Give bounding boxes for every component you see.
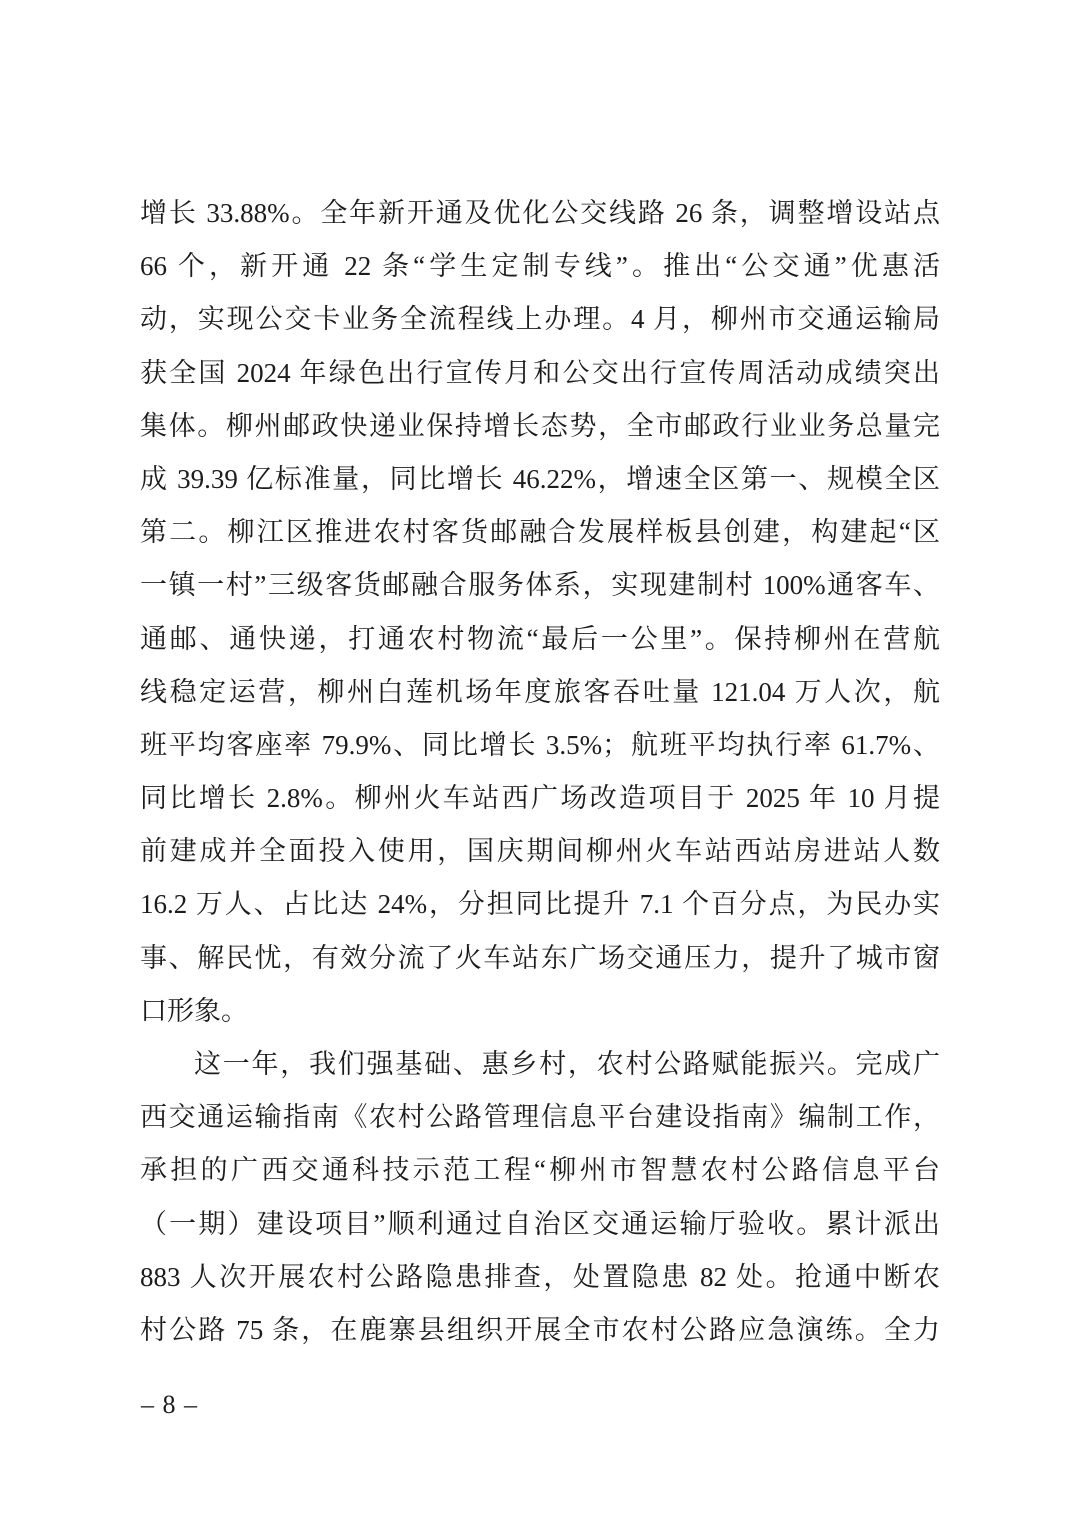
text-line: 事、解民忧，有效分流了火车站东广场交通压力，提升了城市窗: [140, 942, 940, 973]
page-number: – 8 –: [141, 1390, 198, 1419]
text-line: 西交通运输指南《农村公路管理信息平台建设指南》编制工作，: [140, 1102, 940, 1133]
text-line: 第二。柳江区推进农村客货邮融合发展样板县创建，构建起“区: [140, 517, 940, 548]
text-line: 村公路 75 条，在鹿寨县组织开展全市农村公路应急演练。全力: [140, 1314, 940, 1345]
text-line: 883 人次开展农村公路隐患排查，处置隐患 82 处。抢通中断农: [140, 1261, 940, 1292]
text-line: 通邮、通快递，打通农村物流“最后一公里”。保持柳州在营航: [140, 623, 940, 654]
text-line: 66 个，新开通 22 条“学生定制专线”。推出“公交通”优惠活: [140, 251, 940, 282]
text-line: 16.2 万人、占比达 24%，分担同比提升 7.1 个百分点，为民办实: [140, 889, 940, 920]
text-line: 同比增长 2.8%。柳州火车站西广场改造项目于 2025 年 10 月提: [140, 783, 940, 814]
text-line: 成 39.39 亿标准量，同比增长 46.22%，增速全区第一、规模全区: [140, 463, 940, 494]
text-line: 班平均客座率 79.9%、同比增长 3.5%；航班平均执行率 61.7%、: [140, 729, 940, 760]
text-line: 集体。柳州邮政快递业保持增长态势，全市邮政行业业务总量完: [140, 410, 940, 441]
text-line: 前建成并全面投入使用，国庆期间柳州火车站西站房进站人数: [140, 836, 940, 867]
text-line: 一镇一村”三级客货邮融合服务体系，实现建制村 100%通客车、: [140, 570, 940, 601]
text-line: 动，实现公交卡业务全流程线上办理。4 月，柳州市交通运输局: [140, 304, 940, 335]
text-line: 获全国 2024 年绿色出行宣传月和公交出行宣传周活动成绩突出: [140, 357, 940, 388]
text-line-paragraph-start: 这一年，我们强基础、惠乡村，农村公路赋能振兴。完成广: [194, 1049, 940, 1079]
text-line: 承担的广西交通科技示范工程“柳州市智慧农村公路信息平台: [140, 1155, 940, 1186]
text-line: 增长 33.88%。全年新开通及优化公交线路 26 条，调整增设站点: [140, 198, 940, 228]
text-line: （一期）建设项目”顺利通过自治区交通运输厅验收。累计派出: [140, 1208, 940, 1239]
text-line-paragraph-end: 口形象。: [140, 995, 248, 1026]
text-line: 线稳定运营，柳州白莲机场年度旅客吞吐量 121.04 万人次，航: [140, 676, 940, 707]
document-body: [140, 187, 940, 1357]
